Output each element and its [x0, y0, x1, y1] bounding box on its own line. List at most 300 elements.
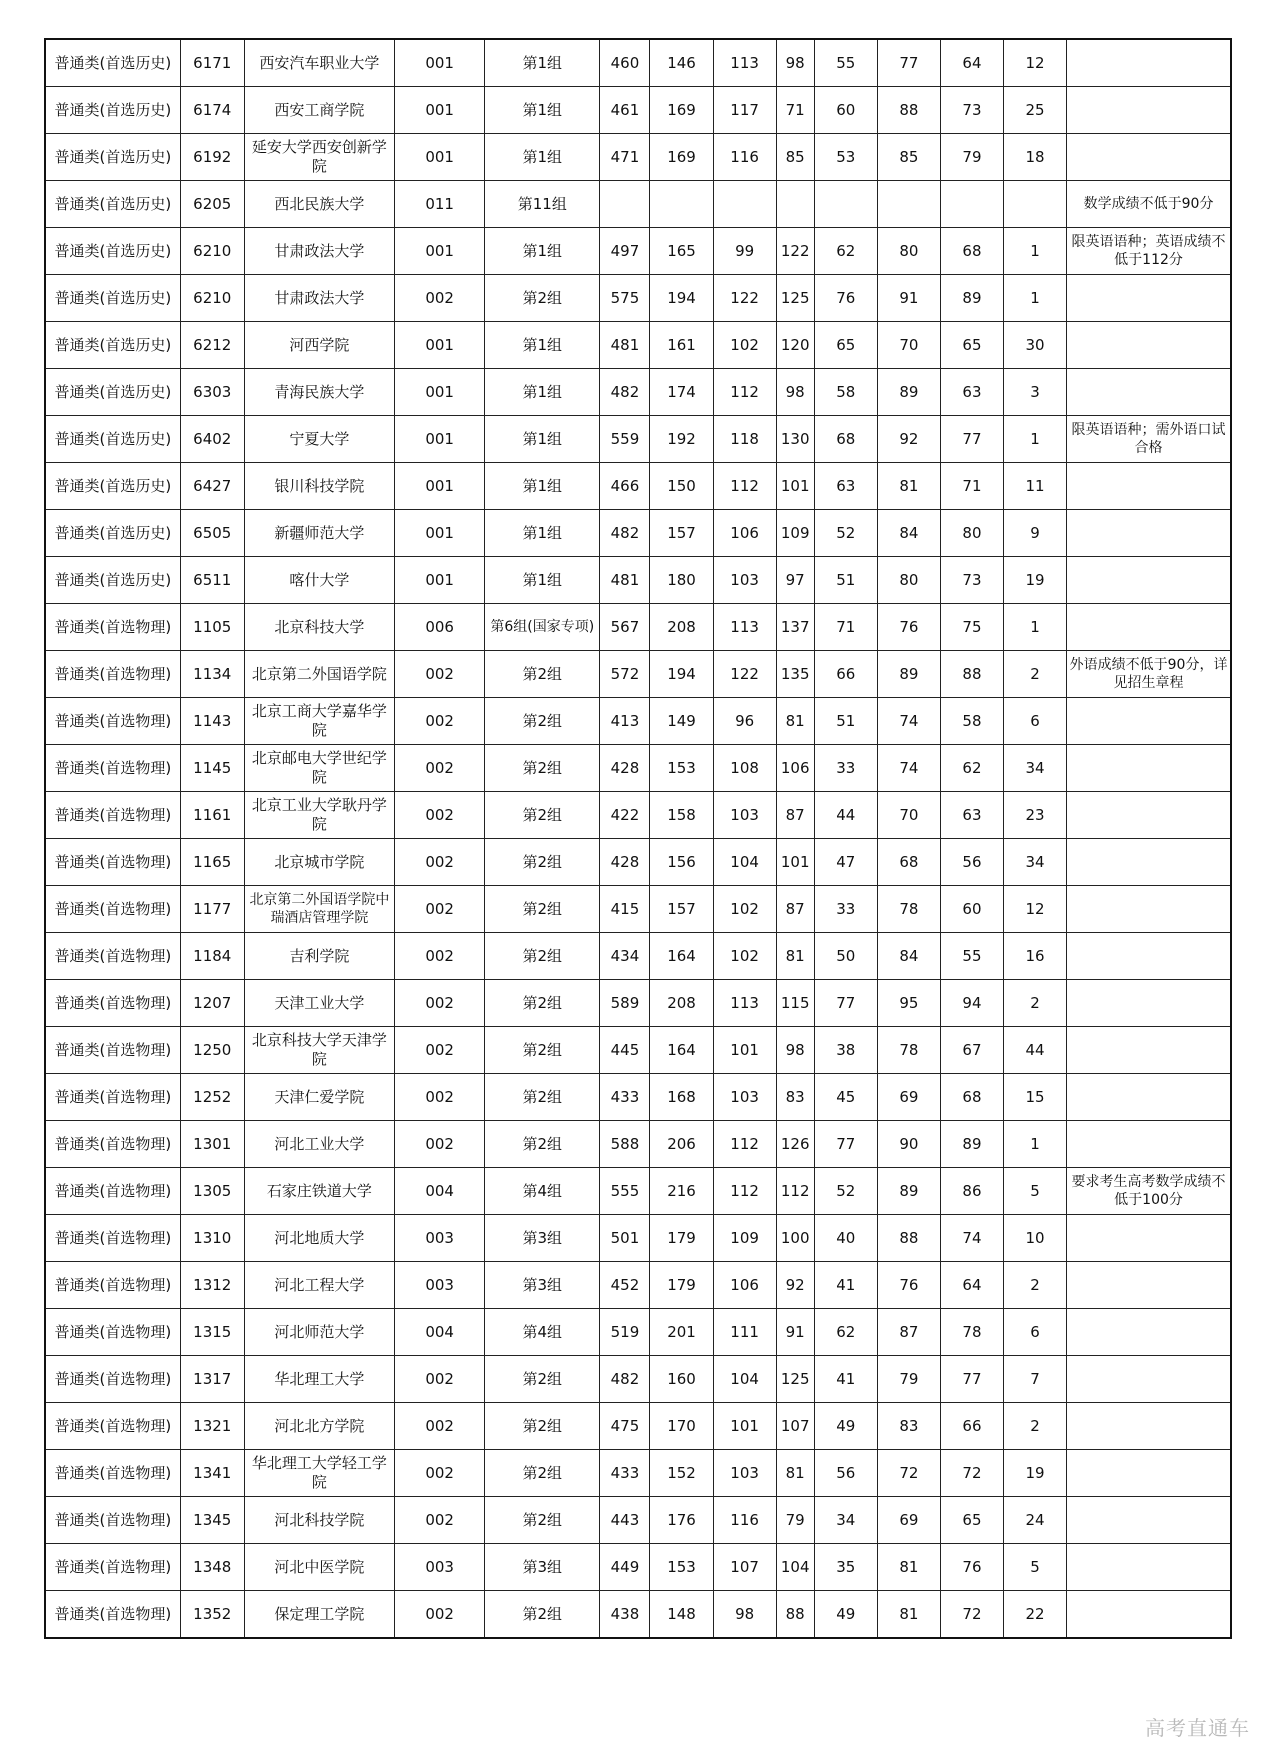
rank-cell: 34: [1004, 839, 1067, 886]
subject-b-cell: 87: [776, 792, 814, 839]
category-cell: 普通类(首选历史): [45, 510, 180, 557]
group-code-cell: 001: [395, 322, 485, 369]
remarks-cell: 数学成绩不低于90分: [1067, 181, 1231, 228]
subject-c-cell: 35: [814, 1544, 877, 1591]
school-code-cell: 1341: [180, 1450, 244, 1497]
school-code-cell: 1317: [180, 1356, 244, 1403]
group-code-cell: 003: [395, 1215, 485, 1262]
group-name-cell: 第1组: [485, 134, 600, 181]
chinese-math-cell: 176: [650, 1497, 713, 1544]
subject-e-cell: 64: [940, 1262, 1003, 1309]
subject-a-cell: 113: [713, 604, 776, 651]
subject-a-cell: 112: [713, 369, 776, 416]
table-row: [45, 839, 1231, 886]
subject-e-cell: 73: [940, 557, 1003, 604]
subject-d-cell: 89: [877, 369, 940, 416]
total-score-cell: 482: [600, 369, 650, 416]
table-row: [45, 745, 1231, 792]
subject-b-cell: 98: [776, 39, 814, 87]
chinese-math-cell: 216: [650, 1168, 713, 1215]
subject-b-cell: 92: [776, 1262, 814, 1309]
category-cell: 普通类(首选物理): [45, 1121, 180, 1168]
group-name-cell: 第2组: [485, 980, 600, 1027]
subject-e-cell: 58: [940, 698, 1003, 745]
group-name-cell: 第6组(国家专项): [485, 604, 600, 651]
subject-d-cell: 89: [877, 651, 940, 698]
remarks-cell: [1067, 463, 1231, 510]
school-name-cell: 天津仁爱学院: [244, 1074, 394, 1121]
subject-b-cell: 71: [776, 87, 814, 134]
subject-b-cell: 81: [776, 933, 814, 980]
group-name-cell: 第2组: [485, 1450, 600, 1497]
chinese-math-cell: 192: [650, 416, 713, 463]
subject-b-cell: 106: [776, 745, 814, 792]
chinese-math-cell: 149: [650, 698, 713, 745]
group-name-cell: 第2组: [485, 1403, 600, 1450]
table-row: [45, 228, 1231, 275]
remarks-cell: [1067, 698, 1231, 745]
subject-c-cell: 47: [814, 839, 877, 886]
table-row: [45, 1544, 1231, 1591]
school-code-cell: 1252: [180, 1074, 244, 1121]
total-score-cell: 415: [600, 886, 650, 933]
table-row: [45, 134, 1231, 181]
group-name-cell: 第2组: [485, 698, 600, 745]
total-score-cell: 497: [600, 228, 650, 275]
total-score-cell: 434: [600, 933, 650, 980]
chinese-math-cell: 179: [650, 1215, 713, 1262]
school-name-cell: 喀什大学: [244, 557, 394, 604]
school-code-cell: 1348: [180, 1544, 244, 1591]
school-name-cell: 河北北方学院: [244, 1403, 394, 1450]
subject-d-cell: [877, 181, 940, 228]
remarks-cell: [1067, 275, 1231, 322]
table-row: [45, 1356, 1231, 1403]
school-name-cell: 河西学院: [244, 322, 394, 369]
subject-e-cell: 55: [940, 933, 1003, 980]
rank-cell: [1004, 181, 1067, 228]
category-cell: 普通类(首选物理): [45, 1168, 180, 1215]
chinese-math-cell: 180: [650, 557, 713, 604]
subject-a-cell: 108: [713, 745, 776, 792]
subject-e-cell: 72: [940, 1450, 1003, 1497]
category-cell: 普通类(首选历史): [45, 228, 180, 275]
subject-b-cell: 120: [776, 322, 814, 369]
subject-b-cell: [776, 181, 814, 228]
subject-b-cell: 137: [776, 604, 814, 651]
school-code-cell: 6174: [180, 87, 244, 134]
subject-c-cell: 65: [814, 322, 877, 369]
school-name-cell: 北京邮电大学世纪学院: [244, 745, 394, 792]
subject-d-cell: 69: [877, 1074, 940, 1121]
total-score-cell: 567: [600, 604, 650, 651]
group-name-cell: 第2组: [485, 1591, 600, 1639]
subject-c-cell: 71: [814, 604, 877, 651]
group-name-cell: 第2组: [485, 275, 600, 322]
subject-e-cell: 62: [940, 745, 1003, 792]
subject-b-cell: 101: [776, 839, 814, 886]
group-name-cell: 第1组: [485, 228, 600, 275]
subject-d-cell: 84: [877, 510, 940, 557]
subject-c-cell: 66: [814, 651, 877, 698]
total-score-cell: 572: [600, 651, 650, 698]
school-name-cell: 吉利学院: [244, 933, 394, 980]
group-code-cell: 002: [395, 933, 485, 980]
subject-e-cell: 86: [940, 1168, 1003, 1215]
group-name-cell: 第2组: [485, 1497, 600, 1544]
group-code-cell: 002: [395, 839, 485, 886]
group-name-cell: 第3组: [485, 1544, 600, 1591]
subject-a-cell: 122: [713, 651, 776, 698]
remarks-cell: 要求考生高考数学成绩不低于100分: [1067, 1168, 1231, 1215]
category-cell: 普通类(首选历史): [45, 87, 180, 134]
subject-a-cell: 101: [713, 1403, 776, 1450]
subject-c-cell: 62: [814, 228, 877, 275]
group-code-cell: 002: [395, 745, 485, 792]
school-code-cell: 1301: [180, 1121, 244, 1168]
rank-cell: 12: [1004, 886, 1067, 933]
school-name-cell: 北京工商大学嘉华学院: [244, 698, 394, 745]
subject-b-cell: 135: [776, 651, 814, 698]
remarks-cell: [1067, 1591, 1231, 1639]
subject-e-cell: 72: [940, 1591, 1003, 1639]
table-row: [45, 416, 1231, 463]
subject-a-cell: 117: [713, 87, 776, 134]
school-code-cell: 1105: [180, 604, 244, 651]
total-score-cell: 481: [600, 322, 650, 369]
watermark: 高考直通车: [1145, 1716, 1250, 1740]
total-score-cell: 433: [600, 1450, 650, 1497]
subject-d-cell: 70: [877, 322, 940, 369]
remarks-cell: [1067, 933, 1231, 980]
rank-cell: 1: [1004, 604, 1067, 651]
group-code-cell: 002: [395, 698, 485, 745]
school-code-cell: 1250: [180, 1027, 244, 1074]
rank-cell: 11: [1004, 463, 1067, 510]
table-row: [45, 604, 1231, 651]
school-name-cell: 华北理工大学轻工学院: [244, 1450, 394, 1497]
school-code-cell: 6427: [180, 463, 244, 510]
chinese-math-cell: 152: [650, 1450, 713, 1497]
subject-c-cell: 58: [814, 369, 877, 416]
remarks-cell: [1067, 604, 1231, 651]
group-name-cell: 第4组: [485, 1309, 600, 1356]
remarks-cell: [1067, 745, 1231, 792]
subject-e-cell: 63: [940, 369, 1003, 416]
subject-c-cell: 55: [814, 39, 877, 87]
school-name-cell: 保定理工学院: [244, 1591, 394, 1639]
school-name-cell: 北京科技大学: [244, 604, 394, 651]
group-code-cell: 002: [395, 1591, 485, 1639]
school-name-cell: 华北理工大学: [244, 1356, 394, 1403]
subject-d-cell: 69: [877, 1497, 940, 1544]
subject-e-cell: 74: [940, 1215, 1003, 1262]
chinese-math-cell: 157: [650, 510, 713, 557]
remarks-cell: [1067, 1450, 1231, 1497]
subject-d-cell: 78: [877, 886, 940, 933]
chinese-math-cell: 165: [650, 228, 713, 275]
category-cell: 普通类(首选物理): [45, 792, 180, 839]
subject-c-cell: 45: [814, 1074, 877, 1121]
remarks-cell: [1067, 1262, 1231, 1309]
school-name-cell: 河北工程大学: [244, 1262, 394, 1309]
admission-score-table: [44, 38, 1232, 1639]
category-cell: 普通类(首选历史): [45, 181, 180, 228]
rank-cell: 2: [1004, 651, 1067, 698]
subject-d-cell: 72: [877, 1450, 940, 1497]
category-cell: 普通类(首选物理): [45, 1497, 180, 1544]
total-score-cell: 589: [600, 980, 650, 1027]
total-score-cell: 449: [600, 1544, 650, 1591]
school-code-cell: 6210: [180, 228, 244, 275]
group-name-cell: 第2组: [485, 1121, 600, 1168]
remarks-cell: [1067, 134, 1231, 181]
school-name-cell: 宁夏大学: [244, 416, 394, 463]
remarks-cell: [1067, 1356, 1231, 1403]
total-score-cell: 482: [600, 510, 650, 557]
subject-b-cell: 130: [776, 416, 814, 463]
group-name-cell: 第2组: [485, 792, 600, 839]
rank-cell: 1: [1004, 228, 1067, 275]
subject-a-cell: 107: [713, 1544, 776, 1591]
subject-e-cell: 67: [940, 1027, 1003, 1074]
table-row: [45, 1497, 1231, 1544]
chinese-math-cell: 153: [650, 745, 713, 792]
school-name-cell: 北京工业大学耿丹学院: [244, 792, 394, 839]
chinese-math-cell: 194: [650, 275, 713, 322]
total-score-cell: 460: [600, 39, 650, 87]
group-code-cell: 002: [395, 651, 485, 698]
subject-c-cell: 53: [814, 134, 877, 181]
subject-b-cell: 83: [776, 1074, 814, 1121]
subject-b-cell: 98: [776, 1027, 814, 1074]
subject-c-cell: 62: [814, 1309, 877, 1356]
category-cell: 普通类(首选物理): [45, 1544, 180, 1591]
table-row: [45, 87, 1231, 134]
table-row: [45, 1309, 1231, 1356]
subject-a-cell: 103: [713, 1450, 776, 1497]
subject-d-cell: 89: [877, 1168, 940, 1215]
subject-b-cell: 112: [776, 1168, 814, 1215]
chinese-math-cell: 160: [650, 1356, 713, 1403]
table-row: [45, 1074, 1231, 1121]
total-score-cell: 422: [600, 792, 650, 839]
group-name-cell: 第2组: [485, 651, 600, 698]
subject-e-cell: 78: [940, 1309, 1003, 1356]
chinese-math-cell: 164: [650, 1027, 713, 1074]
table-row: [45, 1403, 1231, 1450]
rank-cell: 12: [1004, 39, 1067, 87]
total-score-cell: 482: [600, 1356, 650, 1403]
group-name-cell: 第1组: [485, 322, 600, 369]
category-cell: 普通类(首选物理): [45, 886, 180, 933]
chinese-math-cell: 161: [650, 322, 713, 369]
school-name-cell: 西安工商学院: [244, 87, 394, 134]
group-code-cell: 002: [395, 886, 485, 933]
table-row: [45, 792, 1231, 839]
chinese-math-cell: 174: [650, 369, 713, 416]
subject-d-cell: 90: [877, 1121, 940, 1168]
subject-b-cell: 107: [776, 1403, 814, 1450]
subject-e-cell: 79: [940, 134, 1003, 181]
subject-e-cell: 71: [940, 463, 1003, 510]
subject-d-cell: 70: [877, 792, 940, 839]
school-code-cell: 1134: [180, 651, 244, 698]
subject-b-cell: 79: [776, 1497, 814, 1544]
rank-cell: 3: [1004, 369, 1067, 416]
category-cell: 普通类(首选历史): [45, 134, 180, 181]
subject-b-cell: 88: [776, 1591, 814, 1639]
total-score-cell: [600, 181, 650, 228]
total-score-cell: 471: [600, 134, 650, 181]
subject-d-cell: 85: [877, 134, 940, 181]
remarks-cell: 限英语语种；英语成绩不低于112分: [1067, 228, 1231, 275]
table-row: [45, 651, 1231, 698]
remarks-cell: [1067, 322, 1231, 369]
total-score-cell: 588: [600, 1121, 650, 1168]
subject-b-cell: 104: [776, 1544, 814, 1591]
group-code-cell: 011: [395, 181, 485, 228]
subject-d-cell: 81: [877, 463, 940, 510]
subject-d-cell: 76: [877, 1262, 940, 1309]
school-code-cell: 6192: [180, 134, 244, 181]
chinese-math-cell: 169: [650, 134, 713, 181]
category-cell: 普通类(首选物理): [45, 933, 180, 980]
rank-cell: 30: [1004, 322, 1067, 369]
school-name-cell: 天津工业大学: [244, 980, 394, 1027]
subject-d-cell: 88: [877, 1215, 940, 1262]
subject-a-cell: 102: [713, 886, 776, 933]
subject-c-cell: 41: [814, 1262, 877, 1309]
subject-a-cell: [713, 181, 776, 228]
group-name-cell: 第1组: [485, 557, 600, 604]
group-code-cell: 002: [395, 1497, 485, 1544]
subject-c-cell: 41: [814, 1356, 877, 1403]
subject-d-cell: 92: [877, 416, 940, 463]
total-score-cell: 433: [600, 1074, 650, 1121]
chinese-math-cell: 153: [650, 1544, 713, 1591]
chinese-math-cell: 158: [650, 792, 713, 839]
chinese-math-cell: 208: [650, 604, 713, 651]
school-code-cell: 1145: [180, 745, 244, 792]
subject-a-cell: 116: [713, 134, 776, 181]
group-name-cell: 第3组: [485, 1215, 600, 1262]
total-score-cell: 559: [600, 416, 650, 463]
table-row: [45, 980, 1231, 1027]
total-score-cell: 519: [600, 1309, 650, 1356]
group-code-cell: 002: [395, 1403, 485, 1450]
chinese-math-cell: 148: [650, 1591, 713, 1639]
school-name-cell: 西安汽车职业大学: [244, 39, 394, 87]
chinese-math-cell: 170: [650, 1403, 713, 1450]
subject-c-cell: 68: [814, 416, 877, 463]
subject-c-cell: 34: [814, 1497, 877, 1544]
remarks-cell: 外语成绩不低于90分，详见招生章程: [1067, 651, 1231, 698]
subject-e-cell: 77: [940, 1356, 1003, 1403]
school-code-cell: 6505: [180, 510, 244, 557]
group-name-cell: 第1组: [485, 39, 600, 87]
rank-cell: 2: [1004, 980, 1067, 1027]
remarks-cell: [1067, 1497, 1231, 1544]
school-code-cell: 1161: [180, 792, 244, 839]
group-name-cell: 第2组: [485, 745, 600, 792]
rank-cell: 1: [1004, 416, 1067, 463]
school-name-cell: 新疆师范大学: [244, 510, 394, 557]
chinese-math-cell: 146: [650, 39, 713, 87]
total-score-cell: 445: [600, 1027, 650, 1074]
total-score-cell: 443: [600, 1497, 650, 1544]
rank-cell: 19: [1004, 557, 1067, 604]
subject-d-cell: 84: [877, 933, 940, 980]
school-name-cell: 河北师范大学: [244, 1309, 394, 1356]
total-score-cell: 438: [600, 1591, 650, 1639]
table-row: [45, 1450, 1231, 1497]
group-code-cell: 002: [395, 1074, 485, 1121]
remarks-cell: [1067, 557, 1231, 604]
subject-a-cell: 96: [713, 698, 776, 745]
subject-e-cell: 63: [940, 792, 1003, 839]
chinese-math-cell: 157: [650, 886, 713, 933]
subject-e-cell: 88: [940, 651, 1003, 698]
subject-c-cell: 38: [814, 1027, 877, 1074]
subject-a-cell: 112: [713, 1121, 776, 1168]
remarks-cell: [1067, 39, 1231, 87]
subject-b-cell: 98: [776, 369, 814, 416]
school-name-cell: 河北中医学院: [244, 1544, 394, 1591]
category-cell: 普通类(首选历史): [45, 557, 180, 604]
subject-a-cell: 106: [713, 1262, 776, 1309]
subject-b-cell: 101: [776, 463, 814, 510]
category-cell: 普通类(首选物理): [45, 1262, 180, 1309]
rank-cell: 22: [1004, 1591, 1067, 1639]
subject-e-cell: 65: [940, 322, 1003, 369]
subject-b-cell: 85: [776, 134, 814, 181]
group-code-cell: 001: [395, 510, 485, 557]
group-name-cell: 第2组: [485, 886, 600, 933]
subject-e-cell: 73: [940, 87, 1003, 134]
rank-cell: 24: [1004, 1497, 1067, 1544]
table-row: [45, 1027, 1231, 1074]
category-cell: 普通类(首选历史): [45, 322, 180, 369]
table-row: [45, 1591, 1231, 1639]
total-score-cell: 501: [600, 1215, 650, 1262]
group-name-cell: 第2组: [485, 1356, 600, 1403]
group-code-cell: 001: [395, 416, 485, 463]
subject-d-cell: 83: [877, 1403, 940, 1450]
table-row: [45, 1121, 1231, 1168]
school-code-cell: 6511: [180, 557, 244, 604]
total-score-cell: 452: [600, 1262, 650, 1309]
category-cell: 普通类(首选物理): [45, 1215, 180, 1262]
school-code-cell: 1177: [180, 886, 244, 933]
subject-e-cell: 56: [940, 839, 1003, 886]
school-code-cell: 1207: [180, 980, 244, 1027]
subject-b-cell: 125: [776, 275, 814, 322]
subject-c-cell: 76: [814, 275, 877, 322]
remarks-cell: [1067, 1544, 1231, 1591]
subject-c-cell: 52: [814, 510, 877, 557]
group-code-cell: 001: [395, 369, 485, 416]
subject-d-cell: 87: [877, 1309, 940, 1356]
school-code-cell: 6212: [180, 322, 244, 369]
rank-cell: 1: [1004, 1121, 1067, 1168]
table-row: [45, 698, 1231, 745]
school-code-cell: 1165: [180, 839, 244, 886]
chinese-math-cell: 168: [650, 1074, 713, 1121]
subject-c-cell: 49: [814, 1403, 877, 1450]
table-row: [45, 1168, 1231, 1215]
category-cell: 普通类(首选物理): [45, 651, 180, 698]
